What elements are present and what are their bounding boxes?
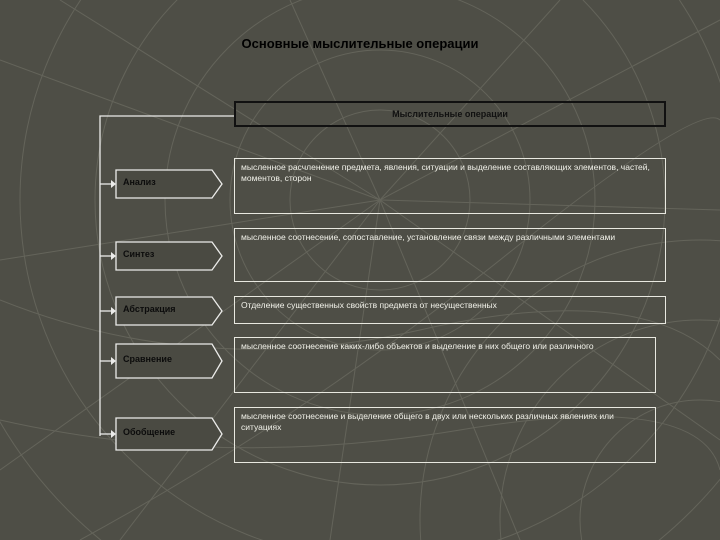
arrowhead-comparison (111, 357, 116, 365)
description-box-analysis (234, 158, 666, 214)
description-box-abstraction (234, 296, 666, 324)
operation-label-synthesis: Синтез (123, 249, 155, 259)
description-text: мысленное соотнесение и выделение общего в двух или нескольких различных явлениях или ситуациях (241, 411, 614, 432)
description-box-generalization (234, 407, 656, 463)
operation-label-comparison: Сравнение (123, 354, 172, 364)
description-text: мысленное соотнесение, сопоставление, установление связи между различными элементами (241, 232, 616, 242)
description-text: мысленное расчленение предмета, явления, ситуации и выделение составляющих элементов, частей, моментов, сторон (241, 162, 650, 183)
description-text: мысленное соотнесение каких-либо объектов и выделение в них общего или различного (241, 341, 594, 351)
description-box-comparison (234, 337, 656, 393)
operation-label-generalization: Обобщение (123, 427, 176, 437)
description-box-synthesis (234, 228, 666, 282)
arrowhead-abstraction (111, 307, 116, 315)
header-label: Мыслительные операции (392, 109, 508, 119)
operation-label-abstraction: Абстракция (123, 304, 176, 314)
arrowhead-generalization (111, 430, 116, 438)
description-text: Отделение существенных свойств предмета от несущественных (241, 300, 497, 310)
arrowhead-synthesis (111, 252, 116, 260)
arrowhead-analysis (111, 180, 116, 188)
bracket-line (100, 116, 234, 436)
slide-title: Основные мыслительные операции (241, 36, 479, 51)
operation-label-analysis: Анализ (123, 177, 156, 187)
